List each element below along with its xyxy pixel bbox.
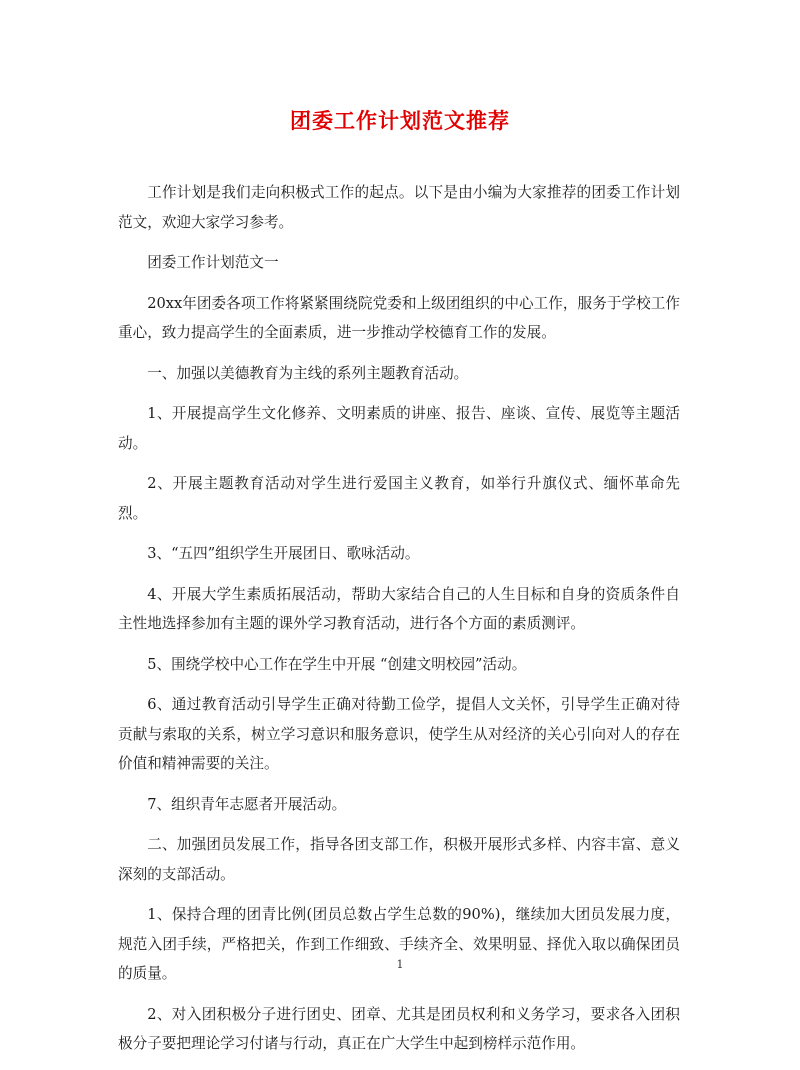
list-item-4: 4、开展大学生素质拓展活动，帮助大家结合自己的人生目标和自身的资质条件自主性地选择参加有主题的课外学习教育活动，进行各个方面的素质测评。 [118,585,680,632]
list-item-3: 3、“五四”组织学生开展团日、歌咏活动。 [147,545,420,562]
section-heading-sample-one: 团委工作计划范文一 [147,254,279,271]
page-number: 1 [396,958,404,971]
list-item-7: 7、组织青年志愿者开展活动。 [147,795,347,813]
list-item-two-2: 2、对入团积极分子进行团史、团章、尤其是团员权利和义务学习，要求各入团积极分子要把理论学习付诸与行动，真正在广大学生中起到榜样示范作用。 [118,1005,680,1052]
list-item-two-1: 1、保持合理的团青比例(团员总数占学生总数的90%)，继续加大团员发展力度，规范入团手续，严格把关，作到工作细致、手续齐全、效果明显、择优入取以确保团员的质量。 [118,906,680,982]
list-item-5: 5、围绕学校中心工作在学生中开展 “创建文明校园”活动。 [147,655,527,673]
document-body [118,178,680,1070]
section-heading-two: 二、加强团员发展工作，指导各团支部工作，积极开展形式多样、内容丰富、意义深刻的支部活动。 [118,836,680,883]
list-item-6: 6、通过教育活动引导学生正确对待勤工俭学，提倡人文关怀，引导学生正确对待贡献与索取的关系，树立学习意识和服务意识，使学生从对经济的关心引向对人的存在价值和精神需要的关注。 [118,696,680,772]
section-heading-one: 一、加强以美德教育为主线的系列主题教育活动。 [147,364,469,382]
list-item-2: 2、开展主题教育活动对学生进行爱国主义教育，如举行升旗仪式、缅怀革命先烈。 [118,475,680,522]
paragraph-overview: 20xx年团委各项工作将紧紧围绕院党委和上级团组织的中心工作，服务于学校工作重心，致力提高学生的全面素质，进一步推动学校德育工作的发展。 [118,294,680,341]
list-item-1: 1、开展提高学生文化修养、文明素质的讲座、报告、座谈、宣传、展览等主题活动。 [118,405,680,452]
paragraph-intro: 工作计划是我们走向积极式工作的起点。以下是由小编为大家推荐的团委工作计划范文，欢迎大家学习参考。 [118,184,680,231]
document-title: 团委工作计划范文推荐 [290,108,510,133]
